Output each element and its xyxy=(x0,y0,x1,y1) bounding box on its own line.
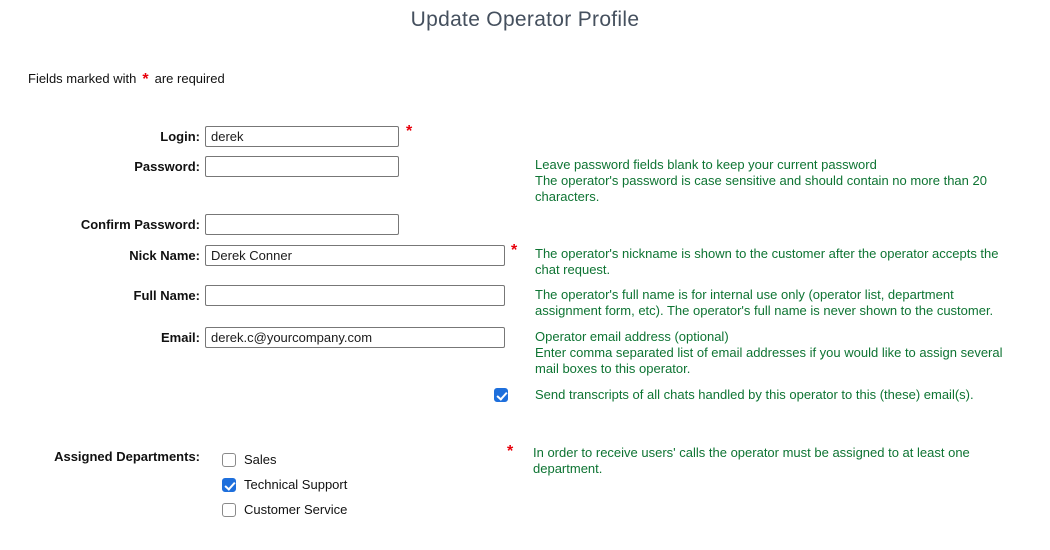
technical-support-checkbox[interactable] xyxy=(222,478,236,492)
password-hint-line: Leave password fields blank to keep your current password xyxy=(535,157,877,172)
departments-hint xyxy=(533,445,970,477)
required-asterisk-icon: * xyxy=(142,71,149,88)
full-name-hint xyxy=(535,287,993,319)
nick-name-hint xyxy=(535,246,999,278)
department-option-customer-service[interactable] xyxy=(222,502,347,518)
note-text-before: Fields marked with xyxy=(28,71,137,86)
email-hint-line: Operator email address (optional) xyxy=(535,329,729,344)
email-hint xyxy=(535,329,1003,377)
assigned-departments-label: Assigned Departments: xyxy=(54,449,200,464)
nick-name-required-asterisk-icon: * xyxy=(511,242,518,259)
nick-name-input[interactable] xyxy=(205,245,505,266)
customer-service-checkbox[interactable] xyxy=(222,503,236,517)
password-hint-line: The operator's password is case sensitive and should contain no more than 20 xyxy=(535,173,987,188)
full-name-input[interactable] xyxy=(205,285,505,306)
send-transcripts-label: Send transcripts of all chats handled by this operator to this (these) email(s). xyxy=(535,387,974,402)
password-input[interactable] xyxy=(205,156,399,177)
departments-required-asterisk-icon: * xyxy=(507,443,514,460)
technical-support-checkbox-label: Technical Support xyxy=(244,477,348,492)
password-label: Password: xyxy=(134,159,200,174)
note-text-after: are required xyxy=(154,71,225,86)
full-name-hint-line: The operator's full name is for internal use only (operator list, department xyxy=(535,287,954,302)
nick-name-hint-line: The operator's nickname is shown to the customer after the operator accepts the xyxy=(535,246,999,261)
nick-name-hint-line: chat request. xyxy=(535,262,611,277)
email-input[interactable] xyxy=(205,327,505,348)
department-option-technical-support[interactable] xyxy=(222,477,347,493)
email-hint-line: mail boxes to this operator. xyxy=(535,361,691,376)
department-option-sales[interactable] xyxy=(222,452,277,468)
send-transcripts-checkbox[interactable] xyxy=(494,388,508,402)
confirm-password-input[interactable] xyxy=(205,214,399,235)
sales-checkbox-label: Sales xyxy=(244,452,277,467)
full-name-hint-line: assignment form, etc). The operator's full name is never shown to the customer. xyxy=(535,303,994,318)
email-label: Email: xyxy=(160,330,200,345)
login-label: Login: xyxy=(160,129,200,144)
customer-service-checkbox-label: Customer Service xyxy=(244,502,348,517)
password-hint-line: characters. xyxy=(535,189,600,204)
confirm-password-label: Confirm Password: xyxy=(80,217,200,232)
page-title: Update Operator Profile xyxy=(410,8,640,31)
required-fields-note xyxy=(28,71,225,88)
departments-hint-line: In order to receive users' calls the operator must be assigned to at least one xyxy=(533,445,970,460)
departments-hint-line: department. xyxy=(533,461,603,476)
nick-name-label: Nick Name: xyxy=(129,248,200,263)
password-hint xyxy=(535,157,987,205)
sales-checkbox[interactable] xyxy=(222,453,236,467)
email-hint-line: Enter comma separated list of email addresses if you would like to assign several xyxy=(535,345,1003,360)
full-name-label: Full Name: xyxy=(133,288,200,303)
login-input[interactable] xyxy=(205,126,399,147)
login-required-asterisk-icon: * xyxy=(406,123,413,140)
